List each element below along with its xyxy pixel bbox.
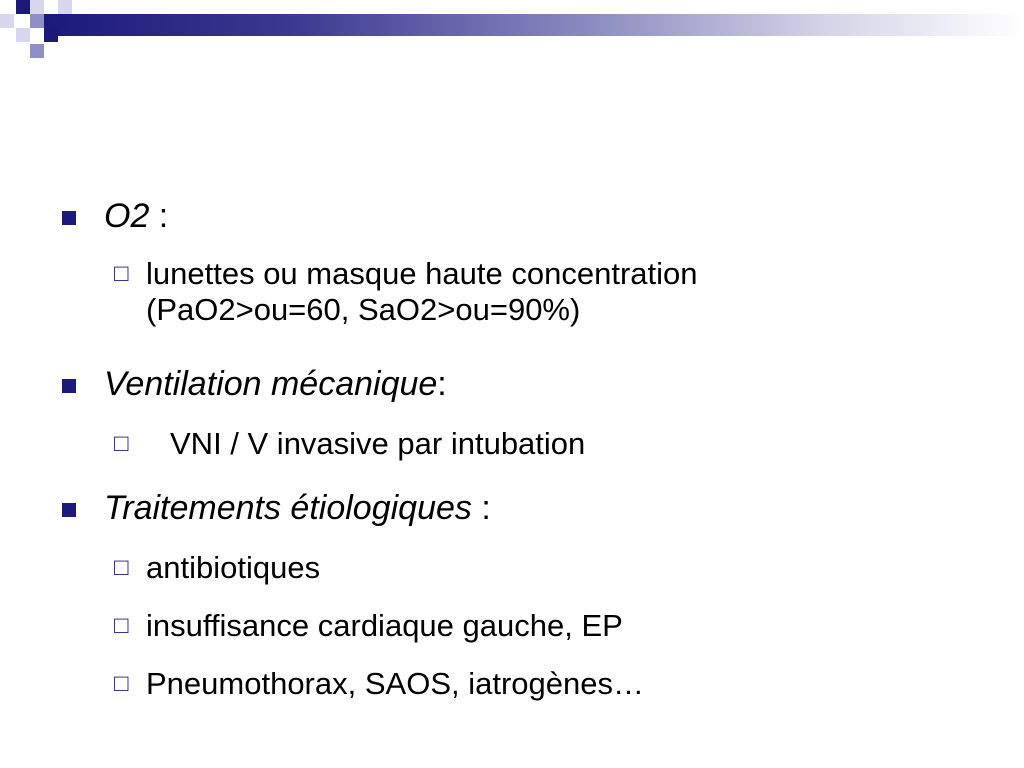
sub-item-text [146,256,698,328]
hollow-square-bullet-icon: □ [114,612,129,639]
square-bullet-icon [62,503,76,517]
sub-item-text: antibiotiques [146,550,321,585]
sub-item-text: VNI / V invasive par intubation [170,426,586,461]
sub-item-line: (PaO2>ou=60, SaO2>ou=90%) [146,292,581,327]
bullet-label: Traitements étiologiques [104,489,472,527]
sub-item-text: insuffisance cardiaque gauche, EP [146,608,623,643]
hollow-square-bullet-icon: □ [114,430,129,457]
bullet-suffix: : [437,365,447,403]
bullet-suffix: : [149,197,169,235]
bullet-label: Ventilation mécanique [104,365,438,403]
bullet-suffix: : [471,489,491,527]
bullet-text [104,196,168,236]
hollow-square-bullet-icon: □ [114,554,129,581]
bullet-text [104,488,491,528]
sub-item-text: Pneumothorax, SAOS, iatrogènes… [146,666,644,701]
sub-item-line: lunettes ou masque haute concentration [146,256,698,291]
square-bullet-icon [62,211,76,225]
bullet-text [104,364,447,404]
hollow-square-bullet-icon: □ [114,260,129,287]
square-bullet-icon [62,379,76,393]
bullet-label: O2 [104,197,150,235]
hollow-square-bullet-icon: □ [114,670,129,697]
